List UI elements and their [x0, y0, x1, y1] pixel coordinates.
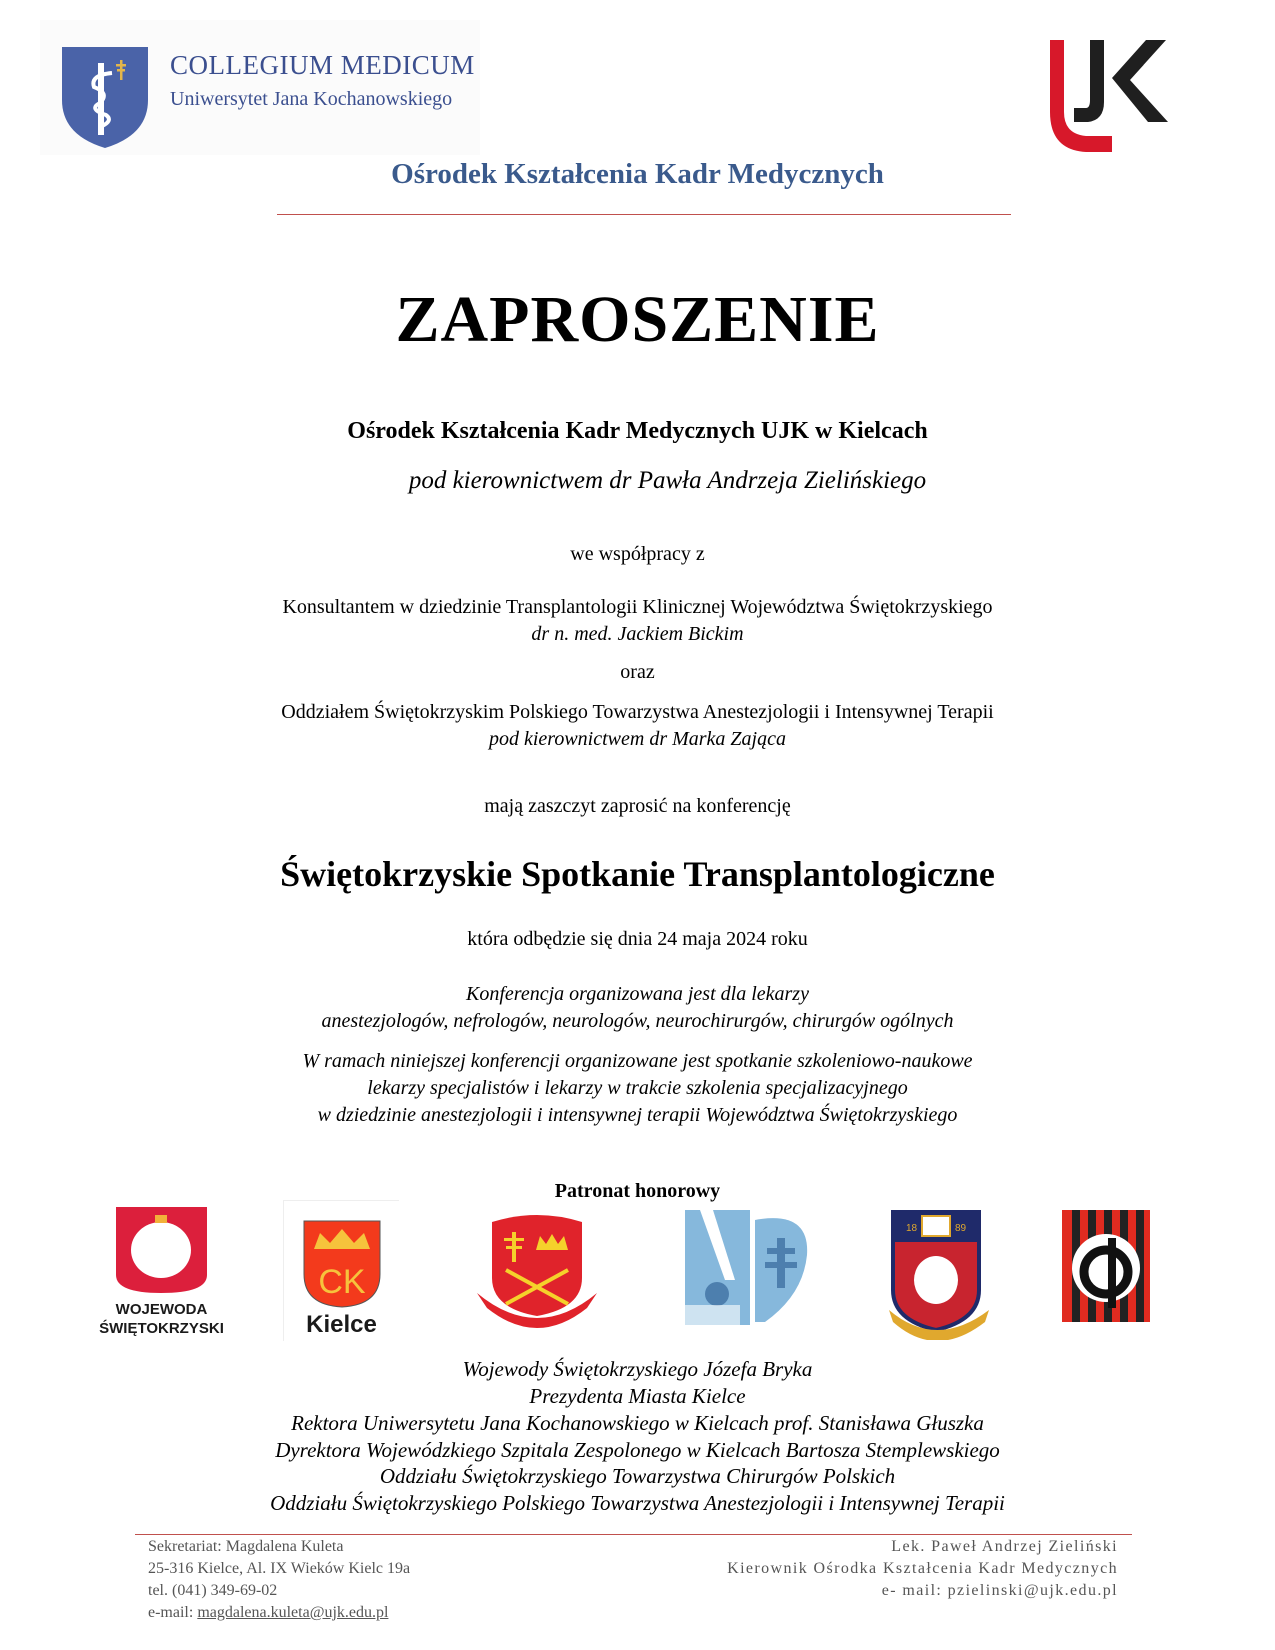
ptaiit-logo [1062, 1210, 1150, 1322]
invitation-text: mają zaszczyt zaprosić na konferencję [484, 795, 791, 817]
patron-line: Wojewody Świętokrzyskiego Józefa Bryka [462, 1357, 813, 1381]
wojewoda-logo [84, 1205, 239, 1340]
ptaiit-icon [1062, 1210, 1150, 1322]
conference-title: Świętokrzyskie Spotkanie Transplantologiczne [280, 854, 995, 894]
organizer-name: Ośrodek Kształcenia Kadr Medycznych UJK w Kielcach [347, 418, 928, 444]
consultant-name: dr n. med. Jackiem Bickim [531, 623, 744, 645]
footer-address: 25-316 Kielce, Al. IX Wieków Kielc 19a [148, 1560, 411, 1577]
framework-line: W ramach niniejszej konferencji organizowane jest spotkanie szkoleniowo-naukowe [302, 1050, 973, 1072]
header-divider [277, 214, 1011, 215]
patron-line: Oddziału Świętokrzyskiego Polskiego Towarzystwa Anestezjologii i Intensywnej Terapii [270, 1491, 1005, 1515]
footer-email-row [148, 1604, 388, 1622]
polish-eagle-icon [114, 1205, 209, 1295]
tchp-logo [889, 1210, 994, 1340]
tchp-year-left: 18 [906, 1223, 918, 1234]
tchp-year-right: 89 [955, 1223, 967, 1234]
wszz-logo [685, 1210, 810, 1325]
footer-phone: tel. (041) 349-69-02 [148, 1582, 278, 1599]
patron-line: Oddziału Świętokrzyskiego Towarzystwa Chirurgów Polskich [379, 1464, 896, 1488]
ujk-logo-icon [1050, 40, 1180, 152]
audience-line: anestezjologów, nefrologów, neurologów, neurochirurgów, chirurgów ogólnych [321, 1010, 954, 1032]
collegium-medicum-logo [40, 20, 480, 155]
cooperation-text: we współpracy z [570, 543, 705, 565]
tchp-crest-icon [889, 1210, 994, 1340]
collegium-medicum-title: COLLEGIUM MEDICUM [170, 50, 475, 80]
organizer-head: pod kierownictwem dr Pawła Andrzeja Zielińskiego [408, 467, 927, 494]
patron-line: Prezydenta Miasta Kielce [529, 1384, 746, 1408]
footer-signatory-role: Kierownik Ośrodka Kształcenia Kadr Medycznych [727, 1560, 1118, 1577]
kielce-caption: Kielce [306, 1311, 377, 1338]
partner-head: pod kierownictwem dr Marka Zająca [488, 728, 786, 750]
and-text: oraz [620, 661, 655, 683]
partner-text: Oddziałem Świętokrzyskim Polskiego Towarzystwa Anestezjologii i Intensywnej Terapii [281, 701, 994, 723]
consultant-text: Konsultantem w dziedzinie Transplantologii Klinicznej Województwa Świętokrzyskiego [282, 596, 993, 618]
kielce-letters: CK [318, 1263, 366, 1301]
department-header: Ośrodek Kształcenia Kadr Medycznych [391, 158, 884, 190]
footer-signatory-email: e- mail: pzielinski@ujk.edu.pl [881, 1582, 1118, 1599]
ujk-logo [1050, 40, 1180, 157]
ujk-crest-icon [472, 1208, 602, 1338]
ujk-crest-logo [472, 1208, 602, 1338]
footer-signatory-name: Lek. Paweł Andrzej Zieliński [891, 1538, 1118, 1555]
footer-email-link[interactable]: magdalena.kuleta@ujk.edu.pl [197, 1604, 389, 1621]
page-title: ZAPROSZENIE [395, 283, 880, 356]
wojewoda-caption: ŚWIĘTOKRZYSKI [99, 1320, 224, 1337]
framework-line: w dziedzinie anestezjologii i intensywnej terapii Województwa Świętokrzyskiego [317, 1104, 958, 1126]
collegium-medicum-subtitle: Uniwersytet Jana Kochanowskiego [170, 88, 453, 110]
aesculapius-shield-icon [60, 45, 150, 150]
footer-secretariat: Sekretariat: Magdalena Kuleta [148, 1538, 344, 1555]
patronage-title: Patronat honorowy [554, 1180, 721, 1202]
framework-line: lekarzy specjalistów i lekarzy w trakcie szkolenia specjalizacyjnego [367, 1077, 908, 1099]
conference-date: która odbędzie się dnia 24 maja 2024 roku [467, 928, 808, 950]
patron-line: Dyrektora Wojewódzkiego Szpitala Zespolonego w Kielcach Bartosza Stemplewskiego [275, 1438, 1000, 1462]
footer-divider [135, 1534, 1132, 1535]
audience-line: Konferencja organizowana jest dla lekarzy [466, 983, 809, 1005]
patron-line: Rektora Uniwersytetu Jana Kochanowskiego w Kielcach prof. Stanisława Głuszka [291, 1411, 984, 1435]
wszz-hospital-icon [685, 1210, 810, 1325]
kielce-logo [283, 1200, 399, 1341]
wojewoda-caption: WOJEWODA [115, 1301, 208, 1318]
kielce-coat-of-arms-icon [302, 1219, 382, 1309]
footer-email-label: e-mail: [148, 1604, 198, 1621]
